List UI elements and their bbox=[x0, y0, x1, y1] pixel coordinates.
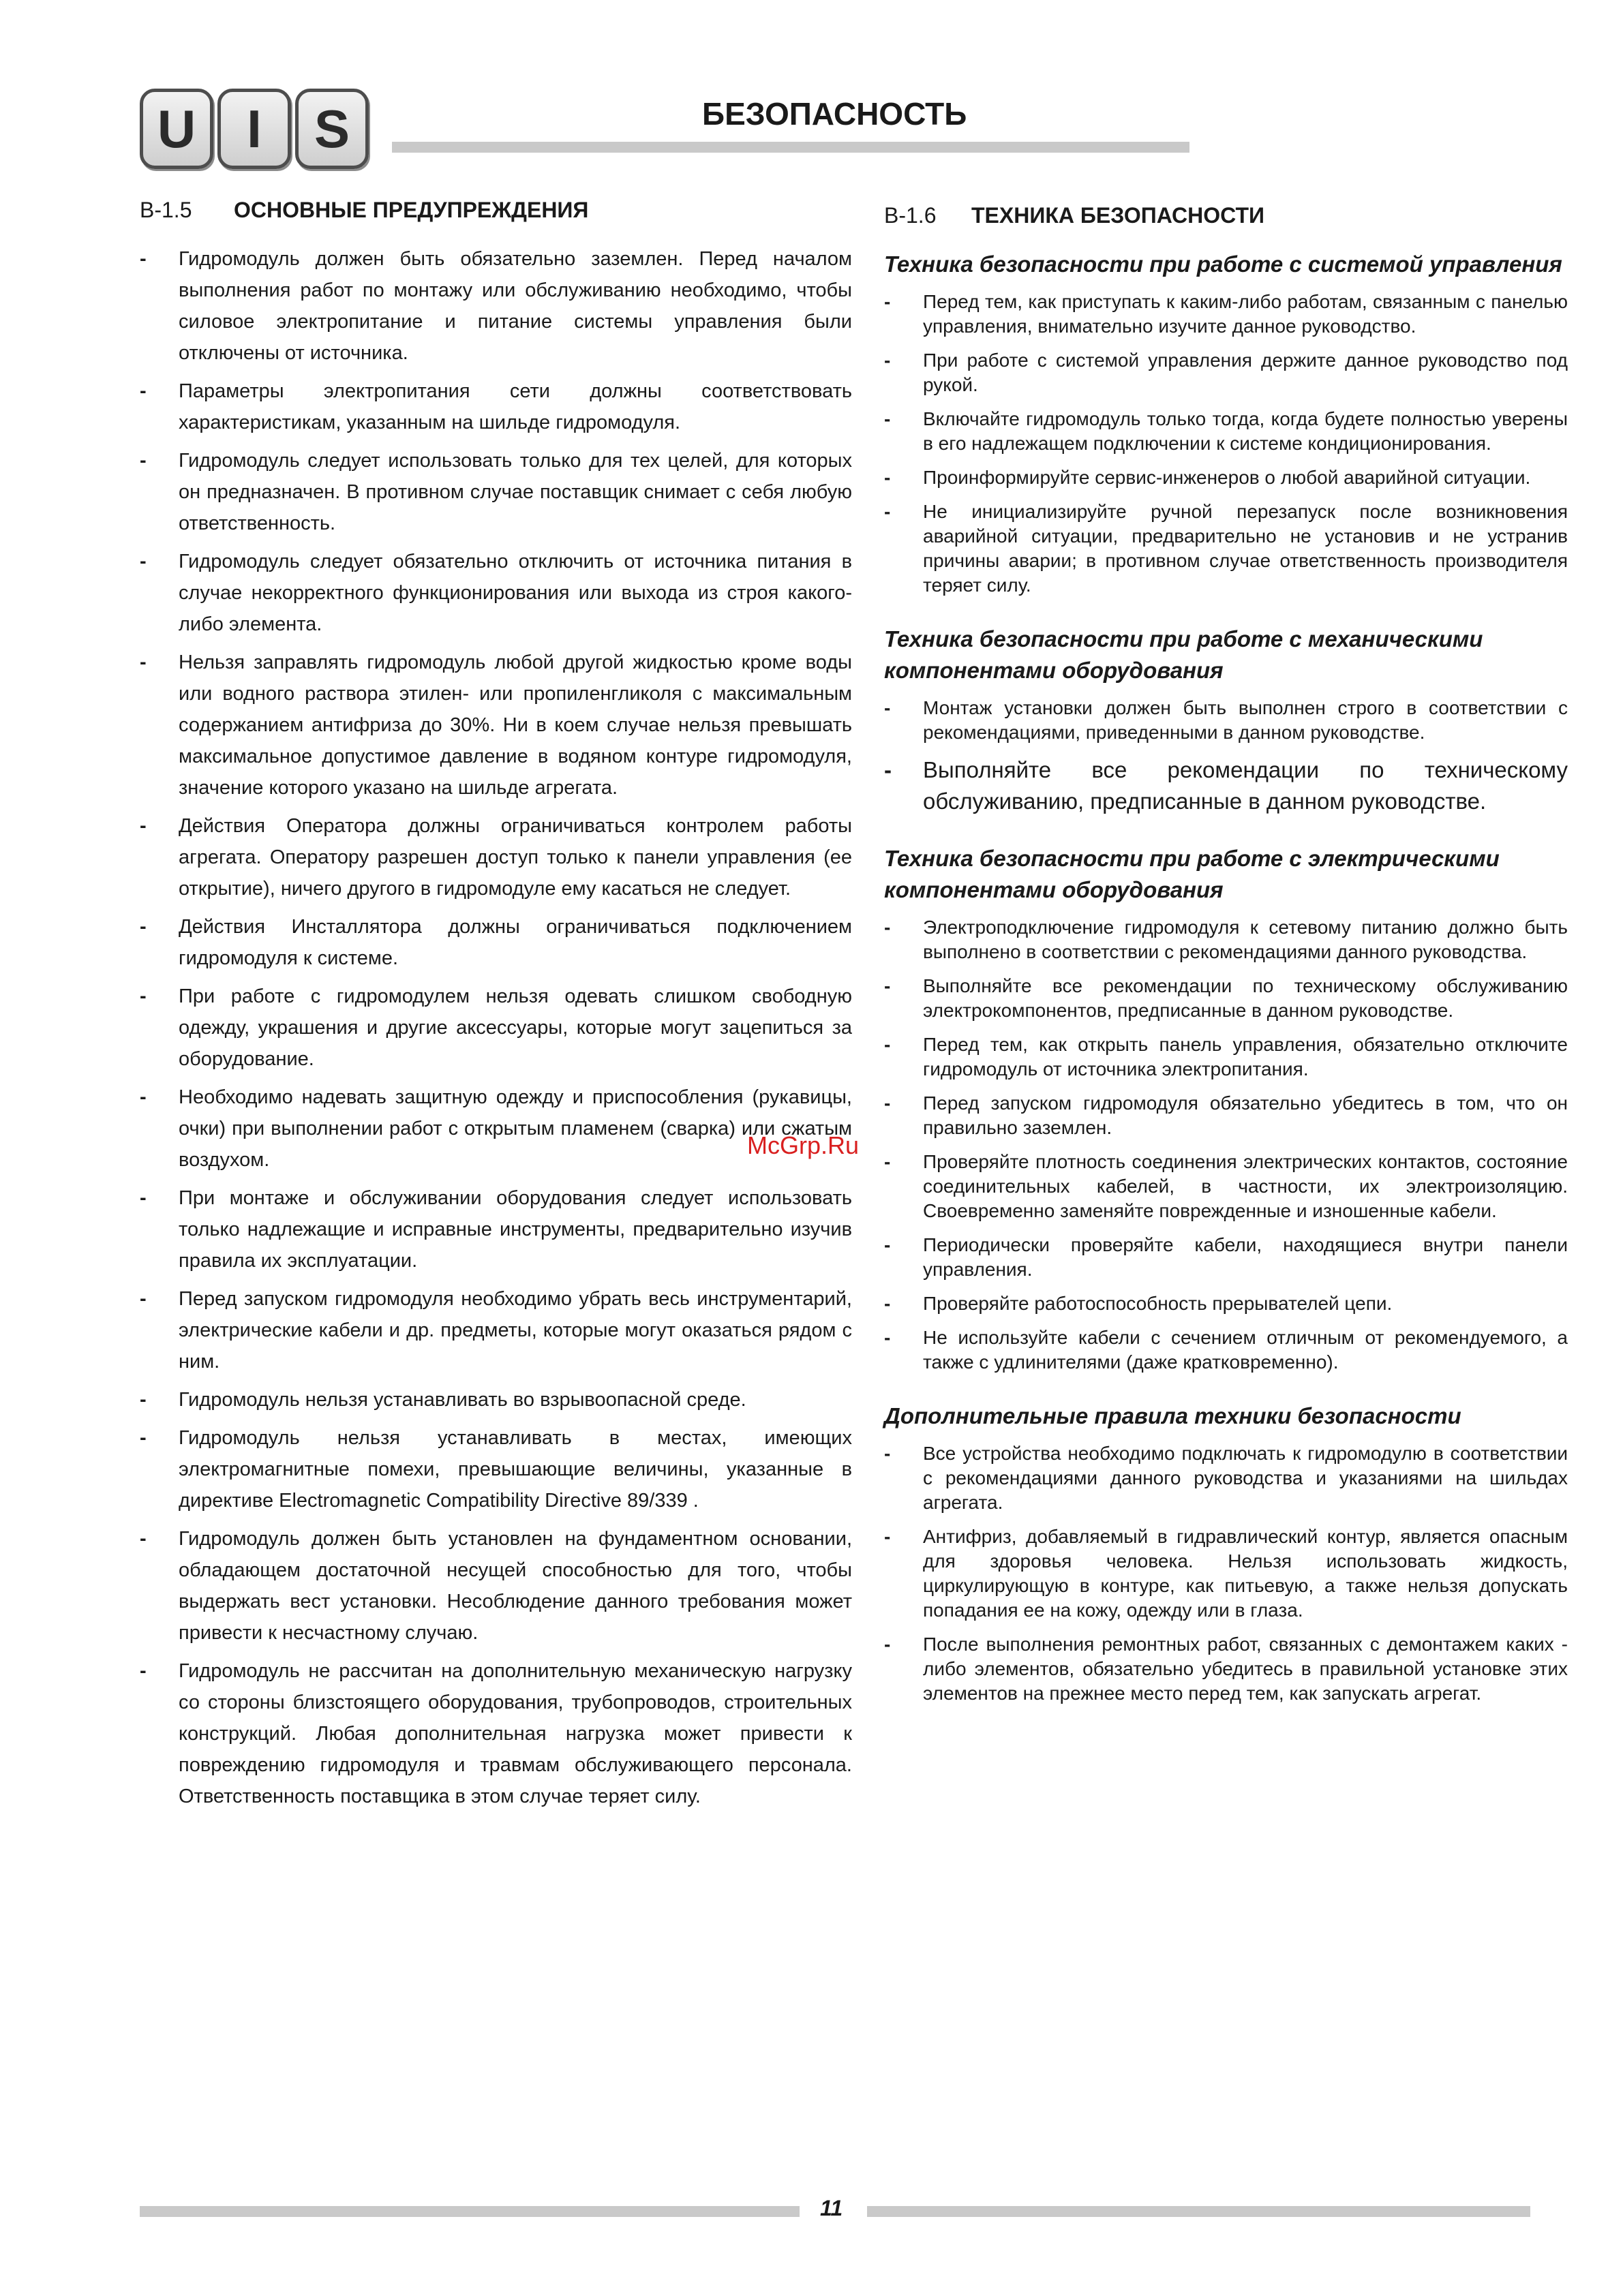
uis-logo bbox=[140, 89, 369, 169]
subheading-mechanical: Техника безопасности при работе с механическими компонентами оборудования bbox=[884, 626, 1483, 683]
section-number: B-1.5 bbox=[140, 198, 192, 222]
watermark-text: McGrp.Ru bbox=[747, 1131, 860, 1159]
list-item: - Проверяйте работоспособность прерывателей цепи. bbox=[884, 1293, 1393, 1314]
list-item: - Нельзя заправлять гидромодуль любой другой жидкостью кроме воды или водного раствора этилен- или пропиленгликоля с максимальным содержанием антифриза до 30%. Ни в коем случае нельзя превышать максимальное допустимое давление в водяном контуре гидромодуля, значение которого указано на шильде агрегата. bbox=[140, 652, 852, 799]
page-number: 11 bbox=[820, 2196, 843, 2220]
logo-letter-i: I bbox=[217, 89, 291, 169]
list-item: - Выполняйте все рекомендации по техническому обслуживанию, предписанные в данном руководстве. bbox=[884, 757, 1568, 814]
section-title: ОСНОВНЫЕ ПРЕДУПРЕЖДЕНИЯ bbox=[234, 198, 589, 222]
section-number: B-1.6 bbox=[884, 203, 937, 228]
list-item: - Гидромодуль нельзя устанавливать во взрывоопасной среде. bbox=[140, 1389, 746, 1411]
list-item: - Действия Инсталлятора должны ограничиваться подключением гидромодуля к системе. bbox=[140, 916, 852, 969]
page-title: БЕЗОПАСНОСТЬ bbox=[702, 96, 967, 132]
list-item: - Перед тем, как приступать к каким-либо работам, связанным с панелью управления, внимательно изучите данное руководство. bbox=[884, 291, 1568, 337]
subheading-additional: Дополнительные правила техники безопасности bbox=[884, 1403, 1461, 1428]
list-item: - Гидромодуль должен быть установлен на фундаментном основании, обладающем достаточной несущей способностью для того, чтобы выдержать вест установки. Несоблюдение данного требования может привести к несчастному случаю. bbox=[140, 1528, 852, 1644]
list-item: - Включайте гидромодуль только тогда, когда будете полностью уверены в его надлежащем подключении к системе кондиционирования. bbox=[884, 408, 1568, 454]
control-system-list bbox=[884, 290, 1568, 598]
list-item: - Электроподключение гидромодуля к сетевому питанию должно быть выполнено в соответствии с рекомендациями данного руководства. bbox=[884, 917, 1568, 962]
list-item: - Проверяйте плотность соединения электрических контактов, состояние соединительных кабелей, в частности, их электроизоляцию. Своевременно заменяйте поврежденные и изношенные кабели. bbox=[884, 1151, 1568, 1221]
mechanical-list bbox=[884, 696, 1568, 817]
list-item: - Все устройства необходимо подключать к гидромодулю в соответствии с рекомендациями данного руководства и указаниями на шильдах агрегата. bbox=[884, 1443, 1568, 1513]
list-item: - При монтаже и обслуживании оборудования следует использовать только надлежащие и исправные инструменты, предварительно изучив правила их эксплуатации. bbox=[140, 1187, 852, 1272]
list-item: - Действия Оператора должны ограничиваться контролем работы агрегата. Оператору разрешен доступ только к панели управления (ее открытие), ничего другого в гидромодуле ему касаться не следует. bbox=[140, 815, 852, 900]
left-column bbox=[140, 198, 852, 1819]
list-item: - При работе с системой управления держите данное руководство под рукой. bbox=[884, 350, 1568, 395]
list-item: - Перед запуском гидромодуля обязательно убедитесь в том, что он правильно заземлен. bbox=[884, 1092, 1568, 1138]
list-item: - Гидромодуль не рассчитан на дополнительную механическую нагрузку со стороны близстоящего оборудования, трубопроводов, строительных конструкций. Любая дополнительная нагрузка может привести к повреждению гидромодуля и травмам обслуживающего персонала. Ответственность поставщика в этом случае теряет силу. bbox=[140, 1660, 852, 1807]
list-item: - При работе с гидромодулем нельзя одевать слишком свободную одежду, украшения и другие аксессуары, которые могут зацепиться за оборудование. bbox=[140, 985, 852, 1070]
electrical-list bbox=[884, 915, 1568, 1375]
list-item: - Монтаж установки должен быть выполнен строго в соответствии с рекомендациями, приведенными в данном руководстве. bbox=[884, 697, 1568, 743]
section-heading-b15 bbox=[140, 198, 852, 223]
list-item: - Не используйте кабели с сечением отличным от рекомендуемого, а также с удлинителями (даже кратковременно). bbox=[884, 1327, 1568, 1373]
list-item: - Гидромодуль нельзя устанавливать в местах, имеющих электромагнитные помехи, превышающие величины, указанные в директиве Electromagnetic Compatibility Directive 89/339 . bbox=[140, 1427, 852, 1512]
list-item: - Проинформируйте сервис-инженеров о любой аварийной ситуации. bbox=[884, 467, 1531, 488]
list-item: - Антифриз, добавляемый в гидравлический контур, является опасным для здоровья человека. Нельзя использовать жидкость, циркулирующую в контуре, как питьевую, а также нельзя допускать попадания ее на кожу, одежду или в глаза. bbox=[884, 1526, 1568, 1621]
header-divider bbox=[392, 142, 1189, 153]
warnings-list bbox=[140, 243, 852, 1812]
footer-divider-left bbox=[140, 2206, 800, 2217]
subheading-control-system: Техника безопасности при работе с системой управления bbox=[884, 251, 1562, 277]
list-item: - Необходимо надевать защитную одежду и приспособления (рукавицы, очки) при выполнении работ с открытым пламенем (сварка) или сжатым воздухом. bbox=[140, 1086, 852, 1171]
list-item: - Перед запуском гидромодуля необходимо убрать весь инструментарий, электрические кабели и др. предметы, которые могут оказаться рядом с ним. bbox=[140, 1288, 852, 1373]
footer-divider-right bbox=[867, 2206, 1530, 2217]
logo-letter-s: S bbox=[295, 89, 369, 169]
list-item: - Перед тем, как открыть панель управления, обязательно отключите гидромодуль от источника электропитания. bbox=[884, 1034, 1568, 1080]
list-item: - Периодически проверяйте кабели, находящиеся внутри панели управления. bbox=[884, 1234, 1568, 1280]
right-column bbox=[884, 198, 1568, 1715]
additional-list bbox=[884, 1441, 1568, 1706]
section-heading-b16 bbox=[884, 203, 1568, 228]
list-item: - Параметры электропитания сети должны соответствовать характеристикам, указанным на шильде гидромодуля. bbox=[140, 380, 852, 433]
list-item: - Гидромодуль должен быть обязательно заземлен. Перед началом выполнения работ по монтажу или обслуживанию необходимо, чтобы силовое электропитание и питание системы управления были отключены от источника. bbox=[140, 248, 852, 364]
list-item: - Гидромодуль следует использовать только для тех целей, для которых он предназначен. В противном случае поставщик снимает с себя любую ответственность. bbox=[140, 450, 852, 534]
logo-letter-u: U bbox=[140, 89, 213, 169]
subheading-electrical: Техника безопасности при работе с электрическими компонентами оборудования bbox=[884, 846, 1500, 902]
section-title: ТЕХНИКА БЕЗОПАСНОСТИ bbox=[971, 203, 1265, 228]
list-item: - После выполнения ремонтных работ, связанных с демонтажем каких - либо элементов, обязательно убедитесь в правильной установке этих элементов на прежнее место перед тем, как запускать агрегат. bbox=[884, 1634, 1568, 1704]
list-item: - Выполняйте все рекомендации по техническому обслуживанию электрокомпонентов, предписанные в данном руководстве. bbox=[884, 975, 1568, 1021]
list-item: - Гидромодуль следует обязательно отключить от источника питания в случае некорректного функционирования или выхода из строя какого-либо элемента. bbox=[140, 551, 852, 635]
list-item: - Не инициализируйте ручной перезапуск после возникновения аварийной ситуации, предварительно не установив и не устранив причины аварии; в противном случае ответственность производителя теряет силу. bbox=[884, 501, 1568, 596]
